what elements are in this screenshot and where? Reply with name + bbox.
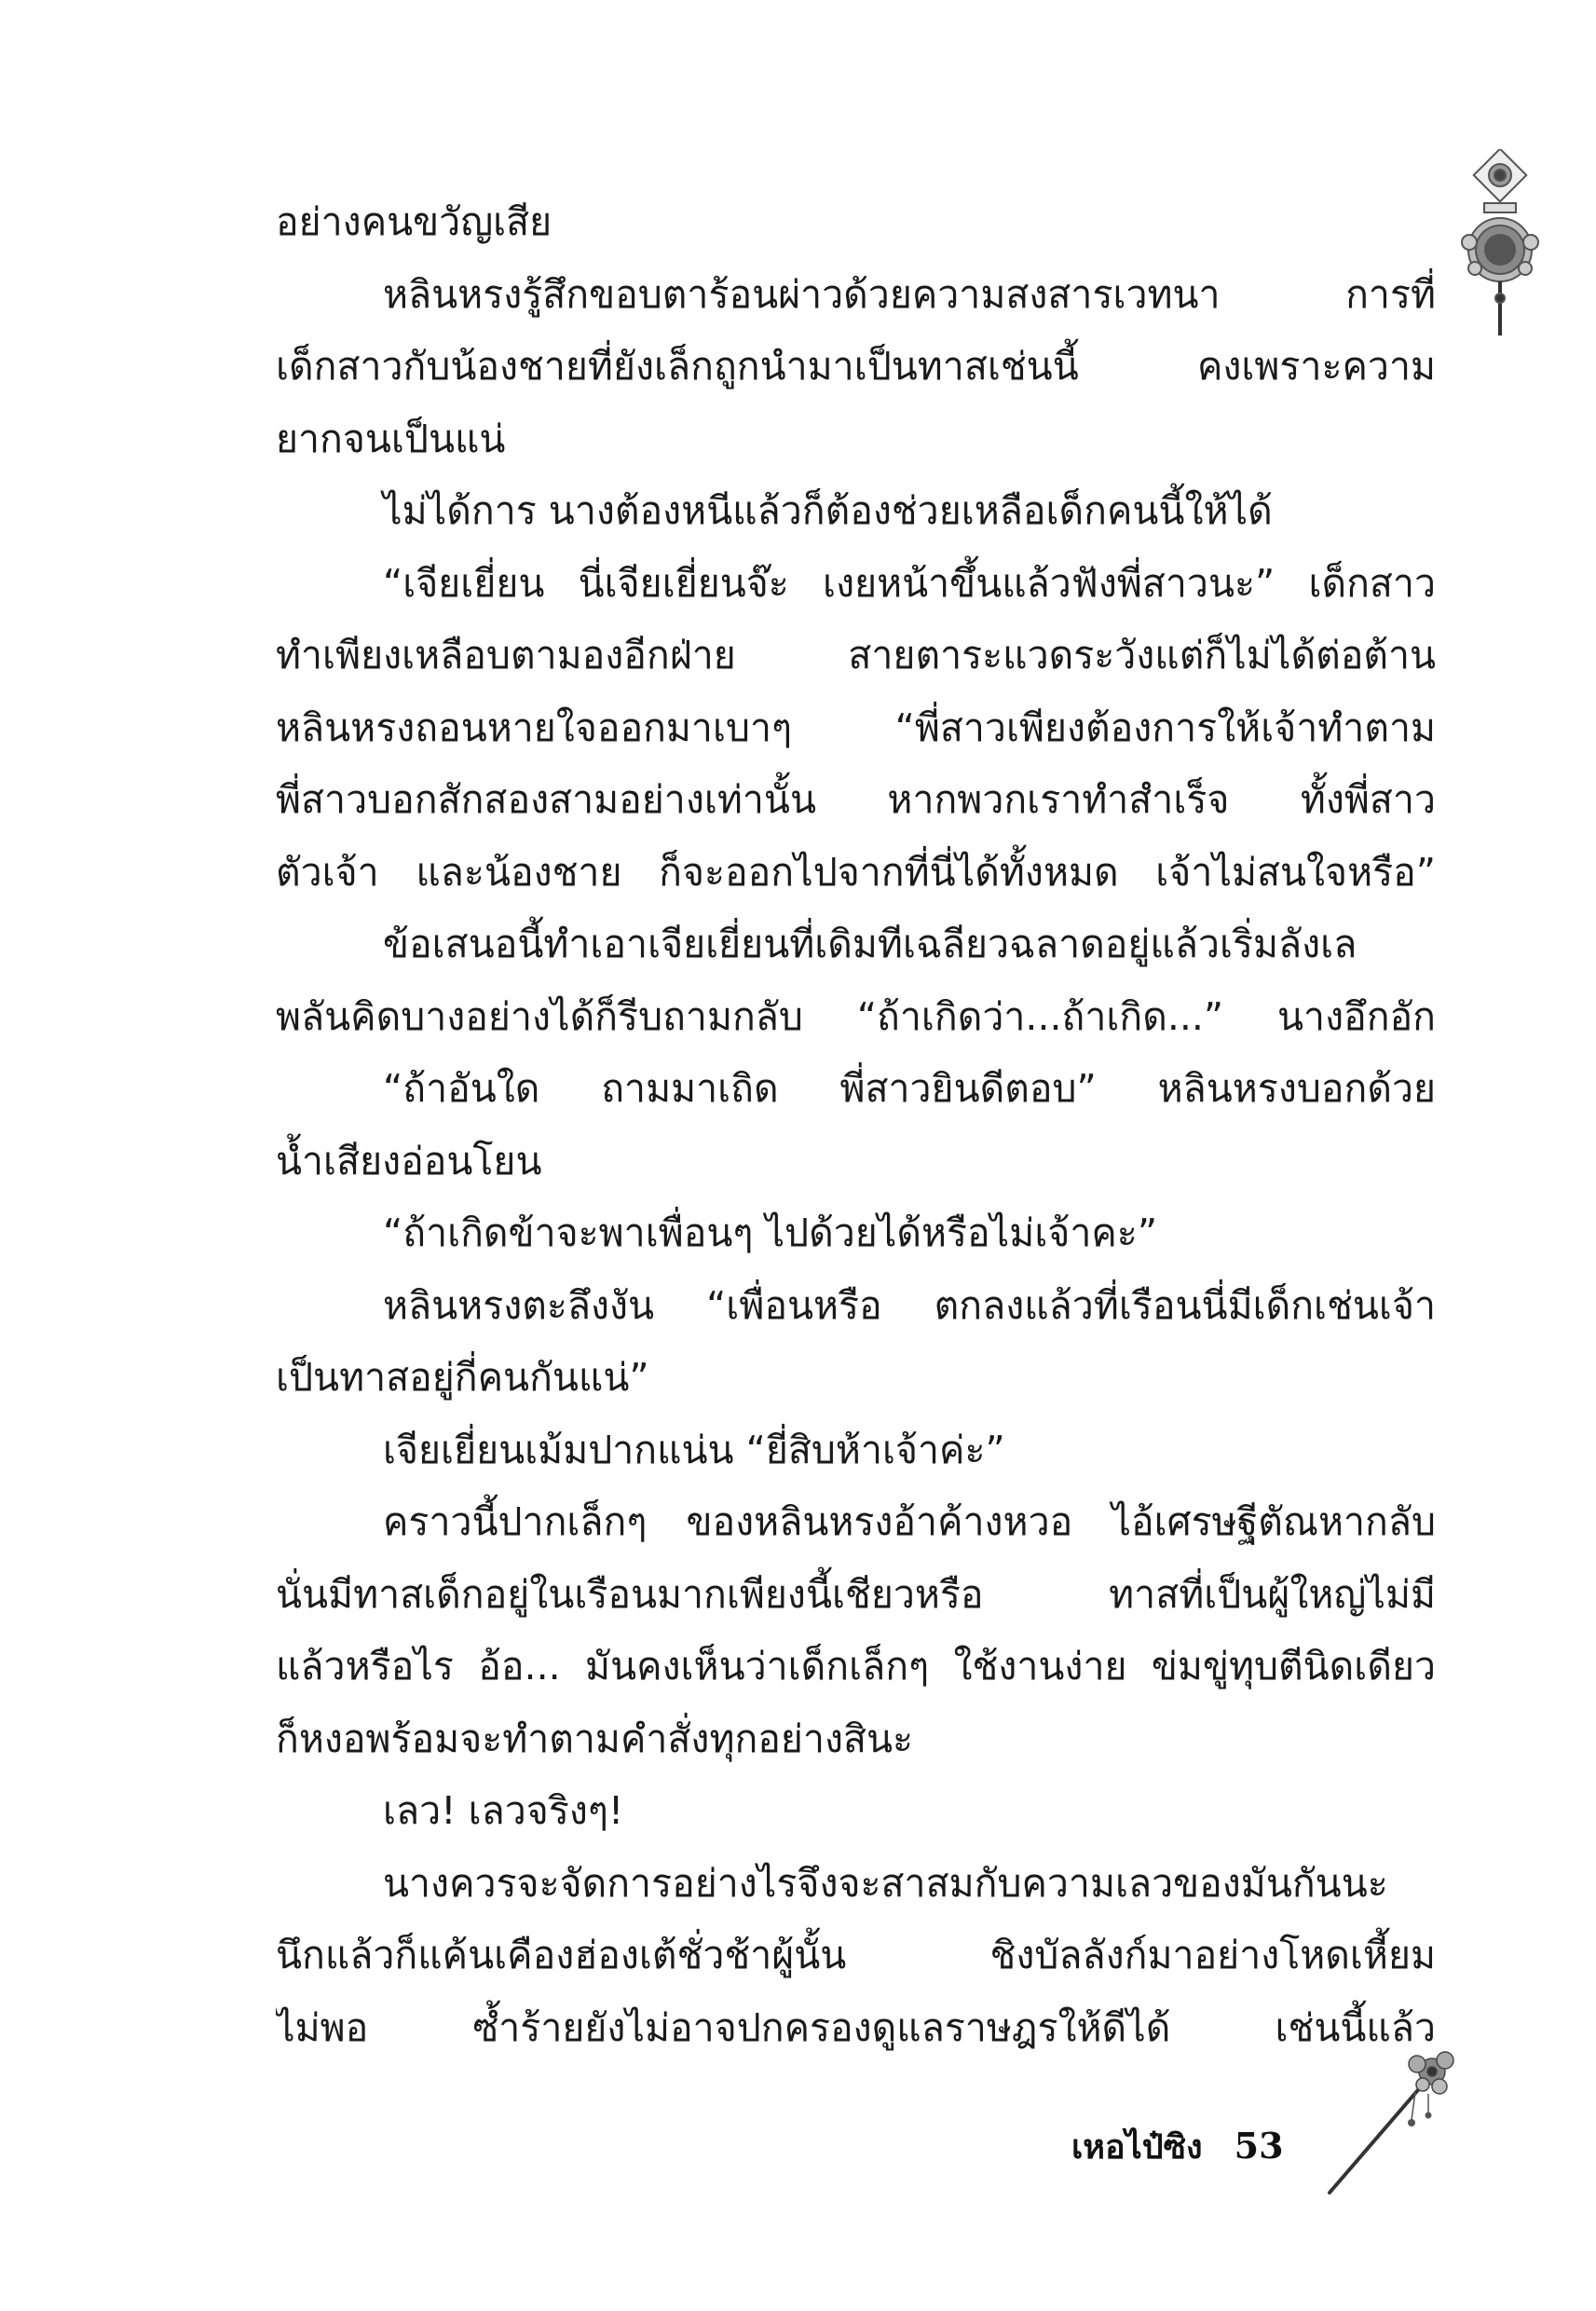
hairpin-ornament-icon <box>1318 2045 1458 2199</box>
text-line: น้ำเสียงอ่อนโยน <box>276 1138 542 1183</box>
corner-seal-ornament-icon <box>1458 149 1542 340</box>
text-line: ไม่ได้การ นางต้องหนีแล้วก็ต้องช่วยเหลือเด็กคนนี้ให้ได้ <box>383 488 1273 533</box>
text-line: เจียเยี่ยนเม้มปากแน่น “ยี่สิบห้าเจ้าค่ะ” <box>383 1427 1005 1472</box>
text-line: พี่สาวบอกสักสองสามอย่างเท่านั้น หากพวกเราทำสำเร็จ ทั้งพี่สาว <box>276 777 1436 822</box>
book-title: เหอไป๋ซิง <box>1071 2128 1203 2167</box>
text-line: หลินหรงตะลึงงัน “เพื่อนหรือ ตกลงแล้วที่เรือนนี่มีเด็กเช่นเจ้า <box>383 1282 1436 1328</box>
text-line: หลินหรงถอนหายใจออกมาเบาๆ “พี่สาวเพียงต้องการให้เจ้าทำตาม <box>276 704 1436 750</box>
text-line: “เจียเยี่ยน นี่เจียเยี่ยนจ๊ะ เงยหน้าขึ้นแล้วฟังพี่สาวนะ” เด็กสาว <box>383 560 1436 606</box>
text-line: เลว! เลวจริงๆ! <box>383 1788 624 1833</box>
text-line: นั่นมีทาสเด็กอยู่ในเรือนมากเพียงนี้เชียวหรือ ทาสที่เป็นผู้ใหญ่ไม่มี <box>276 1571 1436 1617</box>
text-line: เด็กสาวกับน้องชายที่ยังเล็กถูกนำมาเป็นทาสเช่นนี้ คงเพราะความ <box>276 344 1436 389</box>
page-footer <box>1071 2120 1284 2176</box>
page-number: 53 <box>1234 2125 1284 2167</box>
text-line: แล้วหรือไร อ้อ... มันคงเห็นว่าเด็กเล็กๆ ใช้งานง่าย ข่มขู่ทุบตีนิดเดียว <box>276 1644 1436 1689</box>
text-line: นึกแล้วก็แค้นเคืองฮ่องเต้ชั่วช้าผู้นั้น ชิงบัลลังก์มาอย่างโหดเหี้ยม <box>276 1933 1436 1977</box>
text-line: หลินหรงรู้สึกขอบตาร้อนผ่าวด้วยความสงสารเวทนา การที่ <box>383 271 1436 317</box>
text-line: พลันคิดบางอย่างได้ก็รีบถามกลับ “ถ้าเกิดว่า...ถ้าเกิด...” นางอึกอัก <box>276 993 1436 1039</box>
text-line: ไม่พอ ซ้ำร้ายยังไม่อาจปกครองดูแลราษฎรให้ดีได้ เช่นนี้แล้ว <box>276 2004 1436 2050</box>
text-line: ก็หงอพร้อมจะทำตามคำสั่งทุกอย่างสินะ <box>276 1716 914 1761</box>
text-line: “ถ้าเกิดข้าจะพาเพื่อนๆ ไปด้วยได้หรือไม่เจ้าคะ” <box>383 1210 1158 1255</box>
text-line: เป็นทาสอยู่กี่คนกันแน่” <box>276 1355 649 1400</box>
text-line: ข้อเสนอนี้ทำเอาเจียเยี่ยนที่เดิมทีเฉลียวฉลาดอยู่แล้วเริ่มลังเล <box>383 922 1357 966</box>
text-line: ตัวเจ้า และน้องชาย ก็จะออกไปจากที่นี่ได้ทั้งหมด เจ้าไม่สนใจหรือ” <box>276 849 1436 895</box>
body-text <box>276 186 1436 2064</box>
text-line: “ถ้าอันใด ถามมาเถิด พี่สาวยินดีตอบ” หลินหรงบอกด้วย <box>383 1066 1436 1111</box>
text-line: ทำเพียงเหลือบตามองอีกฝ่าย สายตาระแวดระวังแต่ก็ไม่ได้ต่อต้าน <box>276 633 1436 677</box>
text-line: ยากจนเป็นแน่ <box>276 416 506 461</box>
text-line: คราวนี้ปากเล็กๆ ของหลินหรงอ้าค้างหวอ ไอ้เศรษฐีตัณหากลับ <box>383 1499 1436 1544</box>
text-line: อย่างคนขวัญเสีย <box>276 199 552 244</box>
text-line: นางควรจะจัดการอย่างไรจึงจะสาสมกับความเลวของมันกันนะ <box>383 1860 1388 1906</box>
